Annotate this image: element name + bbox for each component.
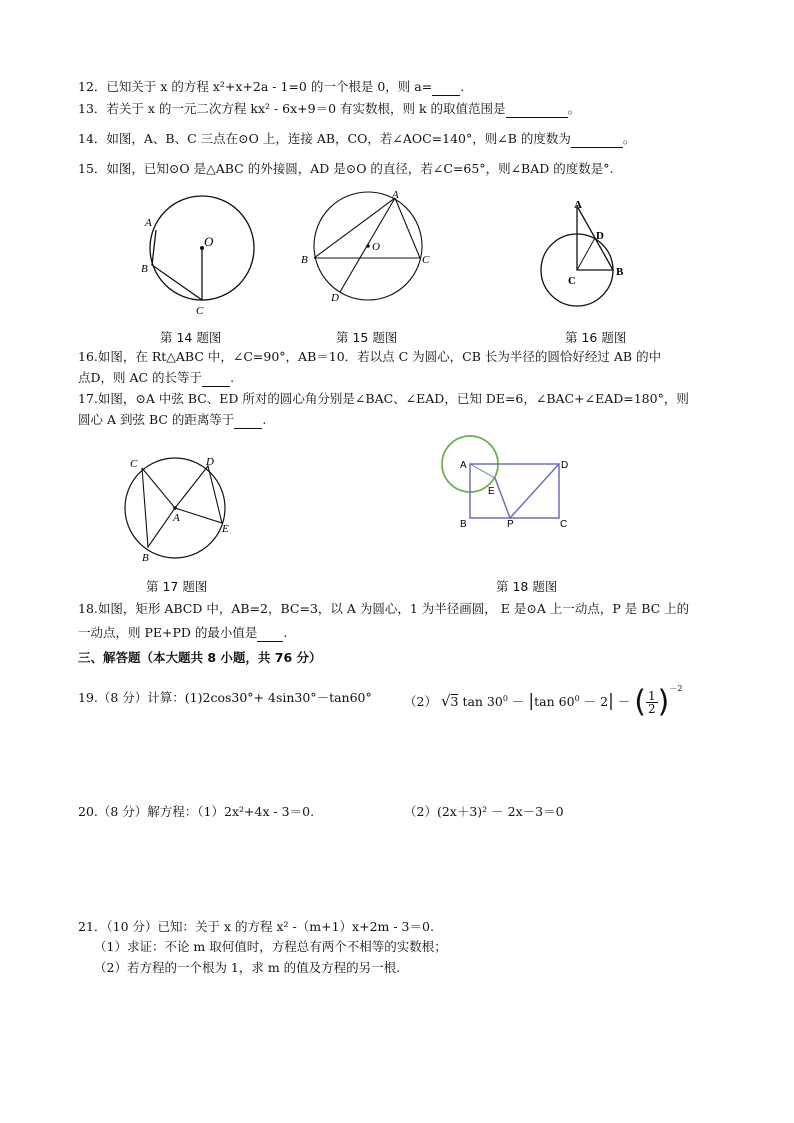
figure-15 <box>298 188 438 306</box>
minus-sign: － <box>511 694 525 710</box>
label-b: B <box>460 519 467 530</box>
fraction-half <box>646 690 658 715</box>
sqrt-icon: √ <box>440 692 451 711</box>
label-a: A <box>574 199 582 211</box>
label-d: D <box>561 460 569 471</box>
label-c: C <box>196 305 204 315</box>
abs-bar-right-icon: | <box>608 691 614 712</box>
q17-text: 圆心 A 到弦 BC 的距离等于 <box>78 412 235 427</box>
answer-blank <box>506 101 568 118</box>
sqrt-radicand: 3 <box>450 694 459 710</box>
question-16-line1: 16.如图，在 Rt△ABC 中，∠C=90°，AB＝10．若以点 C 为圆心，CB 长为半径的圆恰好经过 AB 的中 <box>78 349 662 364</box>
exponent: －2 <box>669 684 683 693</box>
question-17-line2 <box>78 412 266 429</box>
center-dot <box>173 506 177 510</box>
q15-text: 15．如图，已知⊙O 是△ABC 的外接圆，AD 是⊙O 的直径，若∠C=65°，则∠BAD 的度数是°. <box>78 161 614 176</box>
line-ae <box>470 464 495 478</box>
label-a: A <box>392 189 399 201</box>
question-20-part2: （2）(2x＋3)² － 2x－3＝0 <box>404 804 564 819</box>
q18-tail: . <box>283 625 288 640</box>
question-12 <box>78 79 464 96</box>
question-13 <box>78 101 580 118</box>
question-14 <box>78 131 635 148</box>
figure-18 <box>438 434 578 532</box>
answer-blank <box>571 131 623 148</box>
q16-tail: . <box>230 370 235 385</box>
tan60-term: tan 60 <box>534 694 575 710</box>
label-e: E <box>222 523 229 535</box>
paren-right-icon: ) <box>657 684 670 720</box>
label-c: C <box>560 519 568 530</box>
chord-lines <box>152 230 202 300</box>
line-ac <box>395 198 420 258</box>
question-20-part1: 20.（8 分）解方程：（1）2x²+4x - 3＝0. <box>78 804 315 819</box>
line-ab <box>314 198 395 258</box>
label-b: B <box>142 552 149 564</box>
q14-tail: 。 <box>622 131 636 146</box>
abs-bar-left-icon: | <box>528 691 535 712</box>
q19-part2-label: （2） <box>404 694 437 710</box>
label-a: A <box>173 512 180 524</box>
label-c: C <box>422 254 430 266</box>
label-b: B <box>301 254 308 266</box>
q13-text: 13．若关于 x 的一元二次方程 kx² - 6x+9＝0 有实数根，则 k 的取值范围是 <box>78 101 506 116</box>
paren-left-icon: ( <box>634 684 647 720</box>
degree-sup: 0 <box>502 694 508 703</box>
question-21-line3: （2）若方程的一个根为 1，求 m 的值及方程的另一根. <box>94 960 401 975</box>
q12-text: 12．已知关于 x 的方程 x²+x+2a - 1=0 的一个根是 0，则 a= <box>78 79 433 94</box>
label-e: E <box>488 486 495 497</box>
q18-text: 一动点，则 PE+PD 的最小值是 <box>78 625 258 640</box>
minus-two: － 2 <box>583 694 609 710</box>
label-b: B <box>616 266 624 278</box>
q16-text: 点D，则 AC 的长等于 <box>78 370 203 385</box>
label-a: A <box>145 217 152 229</box>
label-o: O <box>372 241 380 253</box>
center-dot <box>366 244 370 248</box>
caption-18: 第 18 题图 <box>496 579 558 594</box>
question-18-line1: 18.如图，矩形 ABCD 中，AB=2，BC=3，以 A 为圆心，1 为半径画圆， E 是⊙A 上一动点，P 是 BC 上的 <box>78 601 690 616</box>
question-16-line2 <box>78 370 234 387</box>
question-21-line1: 21．（10 分）已知：关于 x 的方程 x² -（m+1）x+2m - 3＝0. <box>78 919 434 934</box>
label-b: B <box>141 263 148 275</box>
q13-tail: 。 <box>567 101 581 116</box>
question-19-part1: 19.（8 分）计算：(1)2cos30°+ 4sin30°－tan60° <box>78 690 372 705</box>
figure-17 <box>120 452 240 568</box>
answer-blank <box>234 412 262 429</box>
label-o: O <box>204 234 214 249</box>
denominator: 2 <box>648 702 656 717</box>
label-d: D <box>206 456 214 468</box>
path-epd <box>495 464 559 518</box>
caption-17: 第 17 题图 <box>146 579 208 594</box>
question-17-line1: 17.如图，⊙A 中弦 BC、ED 所对的圆心角分别是∠BAC、∠EAD，已知 DE=6，∠BAC+∠EAD=180°，则 <box>78 391 689 406</box>
figure-14 <box>138 190 263 315</box>
tan30-term: tan 30 <box>462 694 503 710</box>
q12-tail: . <box>460 79 465 94</box>
caption-16: 第 16 题图 <box>565 330 627 345</box>
label-p: P <box>507 519 514 530</box>
answer-blank <box>257 625 283 642</box>
caption-14: 第 14 题图 <box>160 330 222 345</box>
figure-16 <box>538 196 633 312</box>
triangle-ade <box>175 466 222 523</box>
question-21-line2: （1）求证：不论 m 取何值时，方程总有两个不相等的实数根； <box>94 939 447 954</box>
label-c: C <box>130 458 138 470</box>
q17-tail: . <box>262 412 267 427</box>
question-19-part2 <box>404 679 682 719</box>
label-a: A <box>460 460 467 471</box>
answer-blank <box>202 370 230 387</box>
label-c: C <box>568 275 576 287</box>
answer-blank <box>432 79 460 96</box>
question-15 <box>78 161 614 177</box>
degree-sup-2: 0 <box>574 694 580 703</box>
rectangle-abcd <box>470 464 559 518</box>
numerator: 1 <box>648 689 656 704</box>
caption-15: 第 15 题图 <box>336 330 398 345</box>
line-cd <box>577 238 595 270</box>
label-d: D <box>596 230 604 242</box>
triangle-abc <box>142 468 175 547</box>
label-d: D <box>331 292 339 304</box>
minus-sign-2: － <box>617 694 631 710</box>
question-18-line2 <box>78 625 287 642</box>
q14-text: 14．如图，A、B、C 三点在⊙O 上，连接 AB，CO，若∠AOC=140°，则∠B 的度数为 <box>78 131 571 146</box>
section-heading: 三、解答题（本大题共 8 小题，共 76 分） <box>78 650 322 665</box>
